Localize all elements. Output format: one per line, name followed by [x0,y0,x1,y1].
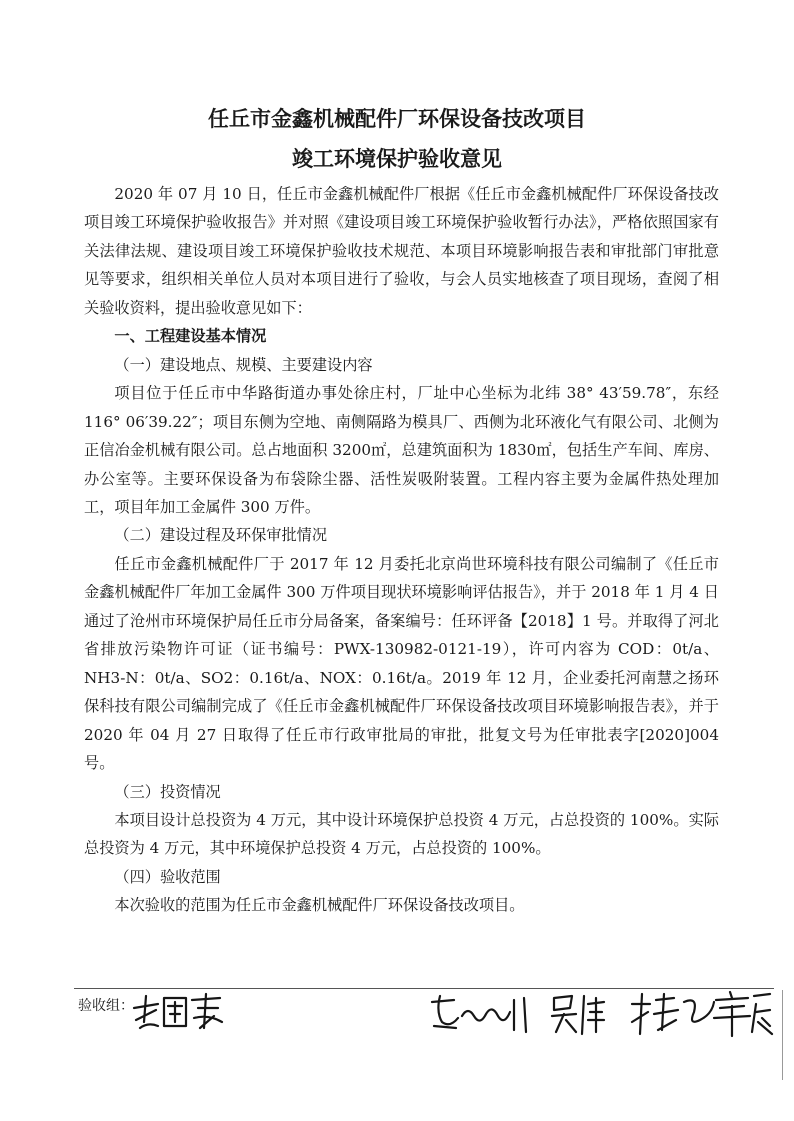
page-edge-mark [782,990,783,1080]
signature-label: 验收组： [78,998,134,1014]
sub2-heading: （二）建设过程及环保审批情况 [114,526,328,545]
sub2-paragraph: 任丘市金鑫机械配件厂于 2017 年 12 月委托北京尚世环境科技有限公司编制了《任丘市金鑫机械配件厂年加工金属件 300 万件项目现状环境影响评估报告》，并于 2018 年 1 月 4 日通过了沧州市环境保护局任丘市分局备案，备案编号：任环评备【2018】1 号。并取得了河北省排放污染物许可证（证书编号：PWX-130982-0121-19），许可内容为 COD：0t/a、NH3-N：0t/a、SO2：0.16t/a、NOX：0.16t/a。2019 年 12 月，企业委托河南慧之扬环保科技有限公司编制完成了《任丘市金鑫机械配件厂环保设备技改项目环境影响报告表》，并于 2020 年 04 月 27 日取得了任丘市行政审批局的审批，批复文号为任审批表字[2020]004 号。 [84,554,719,773]
signature-4 [628,990,718,1038]
section1-heading: 一、工程建设基本情况 [114,327,267,346]
document-title: 任丘市金鑫机械配件厂环保设备技改项目 [208,107,586,131]
signature-3 [548,990,608,1038]
document-body [84,180,719,920]
sub1-heading: （一）建设地点、规模、主要建设内容 [114,355,373,374]
signature-5 [710,988,774,1040]
signature-1 [128,988,228,1038]
sub4-paragraph: 本次验收的范围为任丘市金鑫机械配件厂环保设备技改项目。 [114,896,525,915]
sub1-paragraph: 项目位于任丘市中华路街道办事处徐庄村，厂址中心坐标为北纬 38° 43′59.78″，东经 116° 06′39.22″；项目东侧为空地、南侧隔路为模具厂、西侧为北环液化气有限公司、北侧为正信冶金机械有限公司。总占地面积 3200㎡，总建筑面积为 1830㎡，包括生产车间、库房、办公室等。主要环保设备为布袋除尘器、活性炭吸附装置。工程内容主要为金属件热处理加工，项目年加工金属件 300 万件。 [84,384,719,516]
intro-paragraph: 2020 年 07 月 10 日，任丘市金鑫机械配件厂根据《任丘市金鑫机械配件厂环保设备技改项目竣工环境保护验收报告》并对照《建设项目竣工环境保护验收暂行办法》，严格依照国家有关法律法规、建设项目竣工环境保护验收技术规范、本项目环境影响报告表和审批部门审批意见等要求，组织相关单位人员对本项目进行了验收，与会人员实地核查了项目现场，查阅了相关验收资料，提出验收意见如下： [84,185,719,317]
sub3-heading: （三）投资情况 [114,782,221,801]
sub3-paragraph: 本项目设计总投资为 4 万元，其中设计环境保护总投资 4 万元，占总投资的 100%。实际总投资为 4 万元，其中环境保护总投资 4 万元，占总投资的 100%。 [84,810,719,858]
document-subtitle: 竣工环境保护验收意见 [292,147,502,171]
sub4-heading: （四）验收范围 [114,867,221,886]
signature-2 [428,992,538,1036]
